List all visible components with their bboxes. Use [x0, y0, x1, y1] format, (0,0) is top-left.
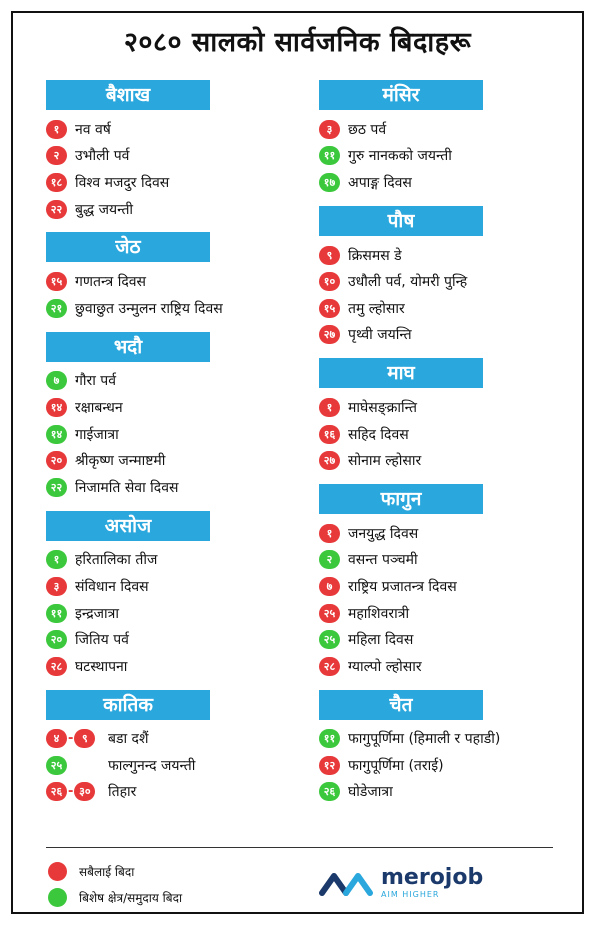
merojob-logo-icon — [319, 871, 375, 897]
holiday-name: छुवाछुत उन्मुलन राष्ट्रिय दिवस — [75, 300, 223, 317]
holiday-item — [46, 295, 296, 322]
page-title: २०८० सालको सार्वजनिक बिदाहरू — [123, 27, 472, 58]
day-badge: १५ — [319, 299, 340, 318]
day-badge: १२ — [319, 756, 340, 775]
holiday-item — [46, 268, 296, 295]
holiday-item — [319, 779, 569, 806]
holiday-item — [319, 600, 569, 627]
holiday-item — [46, 752, 296, 779]
holiday-name: फागुपूर्णिमा (तराई) — [348, 757, 444, 774]
month-section — [46, 690, 296, 806]
holiday-item — [46, 169, 296, 196]
day-range — [46, 756, 103, 775]
day-badge: २८ — [319, 657, 340, 676]
day-badge: ७ — [319, 577, 340, 596]
day-badge: ९ — [74, 729, 95, 748]
holiday-name: अपाङ्ग दिवस — [348, 174, 412, 191]
holiday-item — [46, 116, 296, 143]
logo-tagline: AIM HIGHER — [381, 890, 440, 899]
day-badge: १६ — [319, 425, 340, 444]
holiday-item — [319, 143, 569, 170]
day-badge: २७ — [319, 325, 340, 344]
day-badge: २२ — [46, 478, 67, 497]
holiday-name: माघेसङ्क्रान्ति — [348, 399, 417, 416]
month-header: पौष — [319, 206, 483, 236]
holiday-item — [319, 394, 569, 421]
month-header: भदौ — [46, 332, 210, 362]
holiday-name: रक्षाबन्धन — [75, 399, 123, 416]
month-section — [319, 484, 569, 680]
month-section — [319, 80, 569, 196]
holiday-item — [46, 573, 296, 600]
left-column — [46, 80, 296, 815]
day-badge: २२ — [46, 200, 67, 219]
holiday-name: वसन्त पञ्चमी — [348, 552, 418, 569]
month-header: बैशाख — [46, 80, 210, 110]
holiday-name: श्रीकृष्ण जन्माष्टमी — [75, 453, 166, 470]
holiday-name: गणतन्त्र दिवस — [75, 274, 147, 291]
holiday-item — [46, 143, 296, 170]
day-range — [46, 729, 103, 748]
logo-brand-text: merojob — [381, 865, 484, 890]
month-section — [46, 232, 296, 321]
holiday-item — [46, 653, 296, 680]
holiday-item — [319, 322, 569, 349]
holiday-name: महिला दिवस — [348, 632, 414, 649]
day-badge: २० — [46, 630, 67, 649]
holiday-item — [319, 421, 569, 448]
day-badge: ११ — [319, 146, 340, 165]
holiday-name: उभौली पर्व — [75, 148, 130, 165]
day-badge: १ — [319, 398, 340, 417]
holiday-item — [319, 653, 569, 680]
holiday-name: सहिद दिवस — [348, 426, 409, 443]
month-section — [319, 206, 569, 348]
red-dot-icon — [48, 862, 67, 881]
holiday-name: गुरु नानकको जयन्ती — [348, 148, 452, 165]
holiday-item — [46, 726, 296, 753]
month-section — [46, 80, 296, 222]
month-header: जेठ — [46, 232, 210, 262]
holiday-name: छठ पर्व — [348, 121, 387, 138]
holiday-item — [319, 573, 569, 600]
holiday-name: गाईजात्रा — [75, 426, 119, 443]
holiday-name: गौरा पर्व — [75, 373, 117, 390]
legend-label: बिशेष क्षेत्र/समुदाय बिदा — [79, 890, 183, 905]
day-badge: ७ — [46, 371, 67, 390]
day-badge: १ — [46, 550, 67, 569]
holiday-name: जनयुद्ध दिवस — [348, 525, 419, 542]
holiday-item — [319, 447, 569, 474]
day-badge: ११ — [319, 729, 340, 748]
month-section — [46, 332, 296, 501]
holiday-item — [319, 116, 569, 143]
holiday-name: पृथ्वी जयन्ति — [348, 327, 412, 344]
day-badge: २५ — [319, 630, 340, 649]
month-header: मंसिर — [319, 80, 483, 110]
holiday-item — [319, 726, 569, 753]
holiday-name: संविधान दिवस — [75, 578, 149, 595]
holiday-item — [319, 169, 569, 196]
holiday-item — [46, 447, 296, 474]
holiday-item — [46, 421, 296, 448]
holiday-name: तिहार — [108, 784, 137, 801]
day-badge: १ — [46, 120, 67, 139]
day-badge: २६ — [319, 782, 340, 801]
day-badge: २८ — [46, 657, 67, 676]
holiday-item — [46, 368, 296, 395]
day-range — [46, 782, 103, 801]
legend-divider — [46, 847, 553, 848]
holiday-name: उधौली पर्व, योमरी पुन्हि — [348, 274, 468, 291]
holiday-item — [46, 394, 296, 421]
month-header: फागुन — [319, 484, 483, 514]
day-badge: ३० — [74, 782, 95, 801]
day-badge: ३ — [46, 577, 67, 596]
day-badge: १७ — [319, 173, 340, 192]
holiday-name: बडा दशैं — [108, 731, 149, 748]
holiday-item — [319, 547, 569, 574]
day-badge: २ — [319, 550, 340, 569]
month-header: चैत — [319, 690, 483, 720]
day-badge: २७ — [319, 451, 340, 470]
holiday-item — [46, 779, 296, 806]
day-badge: १४ — [46, 398, 67, 417]
holiday-name: इन्द्रजात्रा — [75, 605, 120, 622]
holiday-item — [319, 626, 569, 653]
holiday-item — [319, 295, 569, 322]
holiday-name: राष्ट्रिय प्रजातन्त्र दिवस — [348, 578, 457, 595]
day-badge: १५ — [46, 272, 67, 291]
legend-label: सबैलाई बिदा — [79, 864, 135, 879]
legend-item — [48, 858, 182, 884]
day-badge: ९ — [319, 246, 340, 265]
range-dash: - — [68, 784, 74, 800]
holiday-name: फाल्गुनन्द जयन्ती — [108, 757, 196, 774]
month-section — [319, 358, 569, 474]
holiday-name: क्रिसमस डे — [348, 247, 402, 264]
day-badge: २० — [46, 451, 67, 470]
holiday-item — [46, 626, 296, 653]
legend — [48, 858, 182, 910]
holiday-name: सोनाम ल्होसार — [348, 453, 422, 470]
range-dash: - — [68, 731, 74, 747]
holiday-item — [319, 752, 569, 779]
holiday-name: हरितालिका तीज — [75, 552, 158, 569]
day-badge: १ — [319, 524, 340, 543]
holiday-name: महाशिवरात्री — [348, 605, 410, 622]
month-section — [319, 690, 569, 806]
right-column — [319, 80, 569, 815]
holiday-item — [319, 520, 569, 547]
day-badge: १८ — [46, 173, 67, 192]
holiday-name: नव वर्ष — [75, 121, 111, 138]
holiday-name: तमु ल्होसार — [348, 300, 405, 317]
day-badge: १४ — [46, 425, 67, 444]
day-badge: ४ — [46, 729, 67, 748]
merojob-logo — [319, 865, 484, 899]
day-badge: ११ — [46, 604, 67, 623]
legend-item — [48, 884, 182, 910]
month-section — [46, 511, 296, 680]
day-badge: २५ — [46, 756, 67, 775]
holiday-name: घोडेजात्रा — [348, 784, 393, 801]
green-dot-icon — [48, 888, 67, 907]
month-header: कातिक — [46, 690, 210, 720]
month-header: माघ — [319, 358, 483, 388]
holiday-name: फागुपूर्णिमा (हिमाली र पहाडी) — [348, 731, 501, 748]
day-badge: २५ — [319, 604, 340, 623]
holiday-name: ग्याल्पो ल्होसार — [348, 658, 422, 675]
day-badge: २६ — [46, 782, 67, 801]
holiday-name: विश्व मजदुर दिवस — [75, 174, 170, 191]
holiday-item — [319, 242, 569, 269]
holiday-item — [46, 474, 296, 501]
holiday-name: घटस्थापना — [75, 658, 128, 675]
holiday-name: जितिय पर्व — [75, 632, 129, 649]
holiday-item — [46, 547, 296, 574]
holiday-name: बुद्ध जयन्ती — [75, 201, 134, 218]
month-header: असोज — [46, 511, 210, 541]
holiday-item — [319, 268, 569, 295]
day-badge: ३ — [319, 120, 340, 139]
day-badge: २१ — [46, 299, 67, 318]
day-badge: २ — [46, 146, 67, 165]
holiday-item — [46, 600, 296, 627]
day-badge: १० — [319, 272, 340, 291]
holiday-item — [46, 196, 296, 223]
holiday-name: निजामति सेवा दिवस — [75, 479, 179, 496]
